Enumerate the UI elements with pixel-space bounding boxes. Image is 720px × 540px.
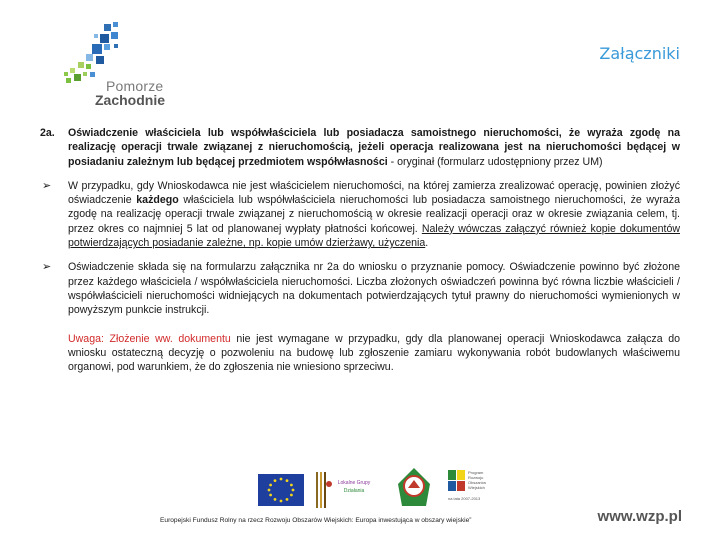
note-red-text: Złożenie ww. dokumentu	[103, 332, 231, 345]
ministry-emblem-icon	[398, 468, 430, 506]
bullet-text-end: .	[425, 237, 429, 250]
prow-logo-text: Program	[468, 470, 484, 475]
page-title: Załączniki	[599, 44, 680, 63]
bullet-underlined-text: Należy wówczas załączyć również kopie dokumentów potwierdzających posiadanie zależne, np. kopie umów dzierżawy, użyczenia	[68, 222, 680, 250]
prow-logo-icon	[448, 470, 486, 501]
leader-logo-text: Lokalne Grupy	[337, 480, 371, 486]
logo-text-pomorze: Pomorze	[106, 78, 164, 94]
section-heading	[40, 126, 680, 169]
section-number: 2a.	[40, 127, 55, 139]
footer-url-link[interactable]: www.wzp.pl	[597, 508, 682, 525]
arrow-bullet-icon: ➢	[42, 261, 52, 274]
prow-logo-text: Obszarów	[468, 480, 487, 485]
leader-logo-icon	[316, 472, 374, 508]
prow-logo-text: na lata 2007-2013	[448, 496, 481, 501]
leader-logo-text: Działania	[343, 488, 365, 494]
list-item	[40, 179, 680, 250]
eu-flag-icon	[258, 474, 304, 506]
section-title	[68, 126, 680, 169]
bullet-text	[68, 179, 680, 250]
bullet-text: Oświadczenie składa się na formularzu załącznika nr 2a do wniosku o przyznanie pomocy. Oświadczenie powinno być złożone przez każdego właściciela / współwłaściciela nieruchomości. Liczba złożonych oświadczeń powinna być równa liczbie właścicieli / współwłaścicieli nieruchomości widniejących na dokumentach potwierdzających tytuł prawny do nieruchomości wymienionych w powyższym punkcie instrukcji.	[68, 261, 680, 317]
prow-logo-text: Wiejskich	[468, 485, 485, 490]
bullet-bold-text: każdego	[136, 194, 179, 207]
footer-text: Europejski Fundusz Rolny na rzecz Rozwoju Obszarów Wiejskich: Europa inwestująca w obszary wiejskie”	[160, 517, 472, 524]
bullet-text-part: W przypadku, gdy Wnioskodawca nie jest właścicielem nieruchomości, na której zamierza zrealizować operację, powinien złożyć oświadczenie	[68, 179, 680, 207]
prow-logo-text: Rozwoju	[468, 475, 484, 480]
section-subtitle: - oryginał (formularz udostępniony przez UM)	[387, 155, 603, 168]
arrow-bullet-icon: ➢	[42, 179, 52, 192]
footer-logos	[258, 462, 558, 514]
section-title-text: Oświadczenie właściciela lub współwłaściciela lub posiadacza samoistnego nieruchomości, że wyraża zgodę na realizację operacji trwale związanej z nieruchomością, jeżeli operacja realizowana jest na nieruchomości będącej w posiadaniu zależnym lub będącej przedmiotem współwłasności	[68, 127, 680, 168]
list-item	[40, 260, 680, 317]
logo-mosaic	[64, 22, 118, 83]
logo-text-zachodnie: Zachodnie	[95, 92, 166, 108]
note-paragraph	[68, 332, 680, 375]
bullet-text-part: właściciela lub współwłaściciela nieruchomości lub posiadacza samoistnego nieruchomości, że wyraża zgodę na realizację operacji trwale związanej z nieruchomością w okresie realizacji operacji oraz w okresie związania celem, tj. przez okres co najmniej 5 lat od planowanej wypłaty płatności końcowej.	[68, 194, 680, 235]
note-label: Uwaga:	[68, 332, 104, 345]
document-body	[40, 126, 680, 374]
note-body: nie jest wymagane w przypadku, gdy dla planowanej operacji Wnioskodawca załącza do wniosku ostateczną decyzję o pozwoleniu na budowę lub zgłoszenie zamiaru wykonywania robót budowlanych właściwemu organowi, pod warunkiem, że do zgłoszenia nie wniesiono sprzeciwu.	[68, 332, 680, 374]
